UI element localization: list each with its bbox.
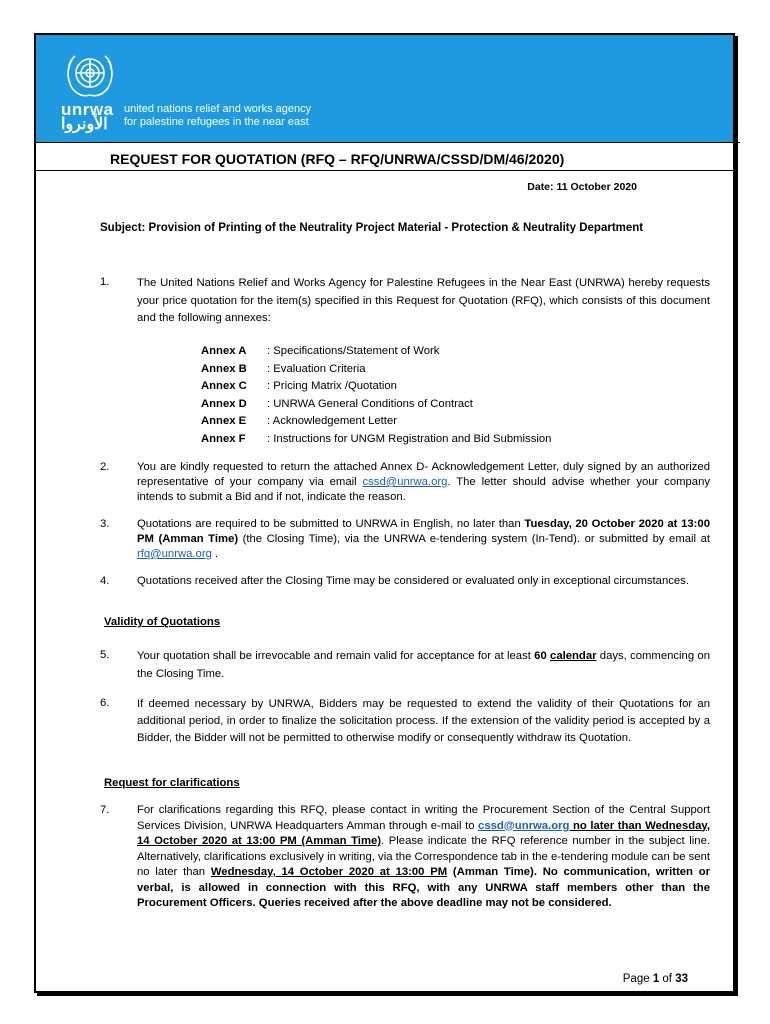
text-run: . — [211, 548, 219, 560]
paragraph-number: 5. — [100, 649, 110, 661]
annex-label: Annex C — [201, 380, 247, 392]
text-run: (the Closing Time), via the UNRWA e-tendering system (In-Tend). or submitted by email at — [238, 533, 710, 545]
paragraph-number: 3. — [100, 518, 110, 530]
paragraph-number: 6. — [100, 697, 110, 709]
annex-desc: : Evaluation Criteria — [267, 362, 366, 375]
annex-label: Annex E — [201, 415, 247, 427]
logo-text-en: unrwa — [61, 100, 114, 119]
annex-label: Annex F — [201, 432, 246, 445]
paragraph-text — [137, 460, 710, 505]
annex-desc: : UNRWA General Conditions of Contract — [267, 397, 473, 410]
border-shadow-right — [735, 36, 738, 996]
paragraph-number: 7. — [100, 804, 110, 816]
email-link[interactable]: cssd@unrwa.org — [362, 476, 448, 488]
text-run: . Please indicate the RFQ reference number in the subject line. Alternatively, clarifications exclusively in writing, via the Correspondence tab in the e-tendering module can be sent no later than — [137, 835, 710, 878]
agency-line-2: for palestine refugees in the near east — [124, 116, 309, 128]
annex-label: Annex A — [201, 345, 247, 357]
paragraph-text: If deemed necessary by UNRWA, Bidders may be requested to extend the validity of their Quotations for an additional period, in order to finalize the solicitation process. If the extension of the validity period is accepted by a Bidder, the Bidder will not be permitted to otherwise modify or consequently withdraw its Quotation. — [137, 698, 710, 744]
annex-item — [201, 378, 551, 396]
total-pages: 33 — [675, 973, 688, 985]
paragraph-number: 1. — [100, 276, 110, 288]
validity-heading: Validity of Quotations — [104, 616, 221, 628]
text-run: of — [659, 973, 676, 985]
annex-desc: : Pricing Matrix /Quotation — [267, 380, 397, 392]
document-date: Date: 11 October 2020 — [527, 181, 637, 193]
title-divider — [36, 170, 733, 171]
annex-list — [201, 343, 551, 448]
email-link[interactable]: rfq@unrwa.org — [137, 548, 212, 560]
deadline-text: no later than Wednesday, 14 October 2020 at 13:00 PM (Amman Time) — [137, 819, 710, 847]
annex-item — [201, 343, 551, 361]
text-run: You are kindly requested to return the attached Annex D- Acknowledgement Letter, duly signed by an authorized representative of your company via email — [137, 461, 710, 488]
subject-line: Subject: Provision of Printing of the Neutrality Project Material - Protection & Neutrality Department — [100, 222, 644, 234]
annex-label: Annex B — [201, 362, 247, 375]
paragraph-text: Quotations received after the Closing Time may be considered or evaluated only in exceptional circumstances. — [137, 575, 689, 587]
text-run: Your quotation shall be irrevocable and remain valid for acceptance for at least — [137, 650, 535, 662]
page-number — [623, 973, 688, 985]
agency-line-1: united nations relief and works agency — [124, 103, 312, 115]
bold-text: (Amman Time). No communication, written or verbal, is allowed in connection with this RFQ, with any UNRWA staff members other than the Procurement Officers. Queries received after the above deadline may not be considered. — [137, 866, 711, 909]
clarifications-heading: Request for clarifications — [104, 777, 240, 789]
text-run: . The letter should advise whether your company intends to submit a Bid and if not, indicate the reason. — [137, 476, 711, 503]
un-emblem-icon — [58, 48, 122, 102]
header-divider — [36, 142, 740, 143]
annex-item — [201, 431, 551, 449]
paragraph-number: 4. — [100, 575, 110, 587]
current-page: 1 — [652, 973, 660, 985]
annex-label: Annex D — [201, 397, 247, 410]
email-link[interactable]: cssd@unrwa.org — [478, 819, 570, 832]
text-run: Page — [622, 973, 653, 985]
annex-desc: : Specifications/Statement of Work — [267, 345, 440, 357]
text-run: Quotations are required to be submitted to UNRWA in English, no later than — [137, 518, 525, 530]
bold-underline-text: calendar — [550, 650, 597, 662]
border-shadow-bottom — [37, 993, 738, 996]
annex-desc: : Acknowledgement Letter — [267, 415, 397, 427]
deadline-text: Tuesday, 20 October 2020 at 13:00 PM (Amman Time) — [137, 518, 710, 545]
paragraph-number: 2. — [100, 461, 110, 473]
paragraph-text — [137, 803, 710, 912]
page-title: REQUEST FOR QUOTATION (RFQ – RFQ/UNRWA/CSSD/DM/46/2020) — [110, 151, 565, 167]
paragraph-text: The United Nations Relief and Works Agency for Palestine Refugees in the Near East (UNRWA) hereby requests your price quotation for the item(s) specified in this Request for Quotation (RFQ), which consists of this document and the following annexes: — [137, 277, 710, 324]
text-run: days, commencing on the Closing Time. — [137, 650, 710, 680]
agency-name — [124, 103, 311, 129]
paragraph-text — [137, 517, 710, 562]
annex-item — [201, 396, 551, 414]
annex-desc: : Instructions for UNGM Registration and Bid Submission — [267, 432, 552, 445]
text-run: For clarifications regarding this RFQ, please contact in writing the Procurement Section of the Central Support Services Division, UNRWA Headquarters Amman through e-mail to — [137, 804, 710, 832]
logo-text-ar: الأونروا — [61, 116, 108, 133]
bold-text: 60 — [534, 650, 551, 662]
deadline-text: Wednesday, 14 October 2020 at 13:00 PM — [210, 866, 448, 878]
paragraph-text — [137, 648, 710, 683]
annex-item — [201, 413, 551, 431]
annex-item — [201, 361, 551, 379]
